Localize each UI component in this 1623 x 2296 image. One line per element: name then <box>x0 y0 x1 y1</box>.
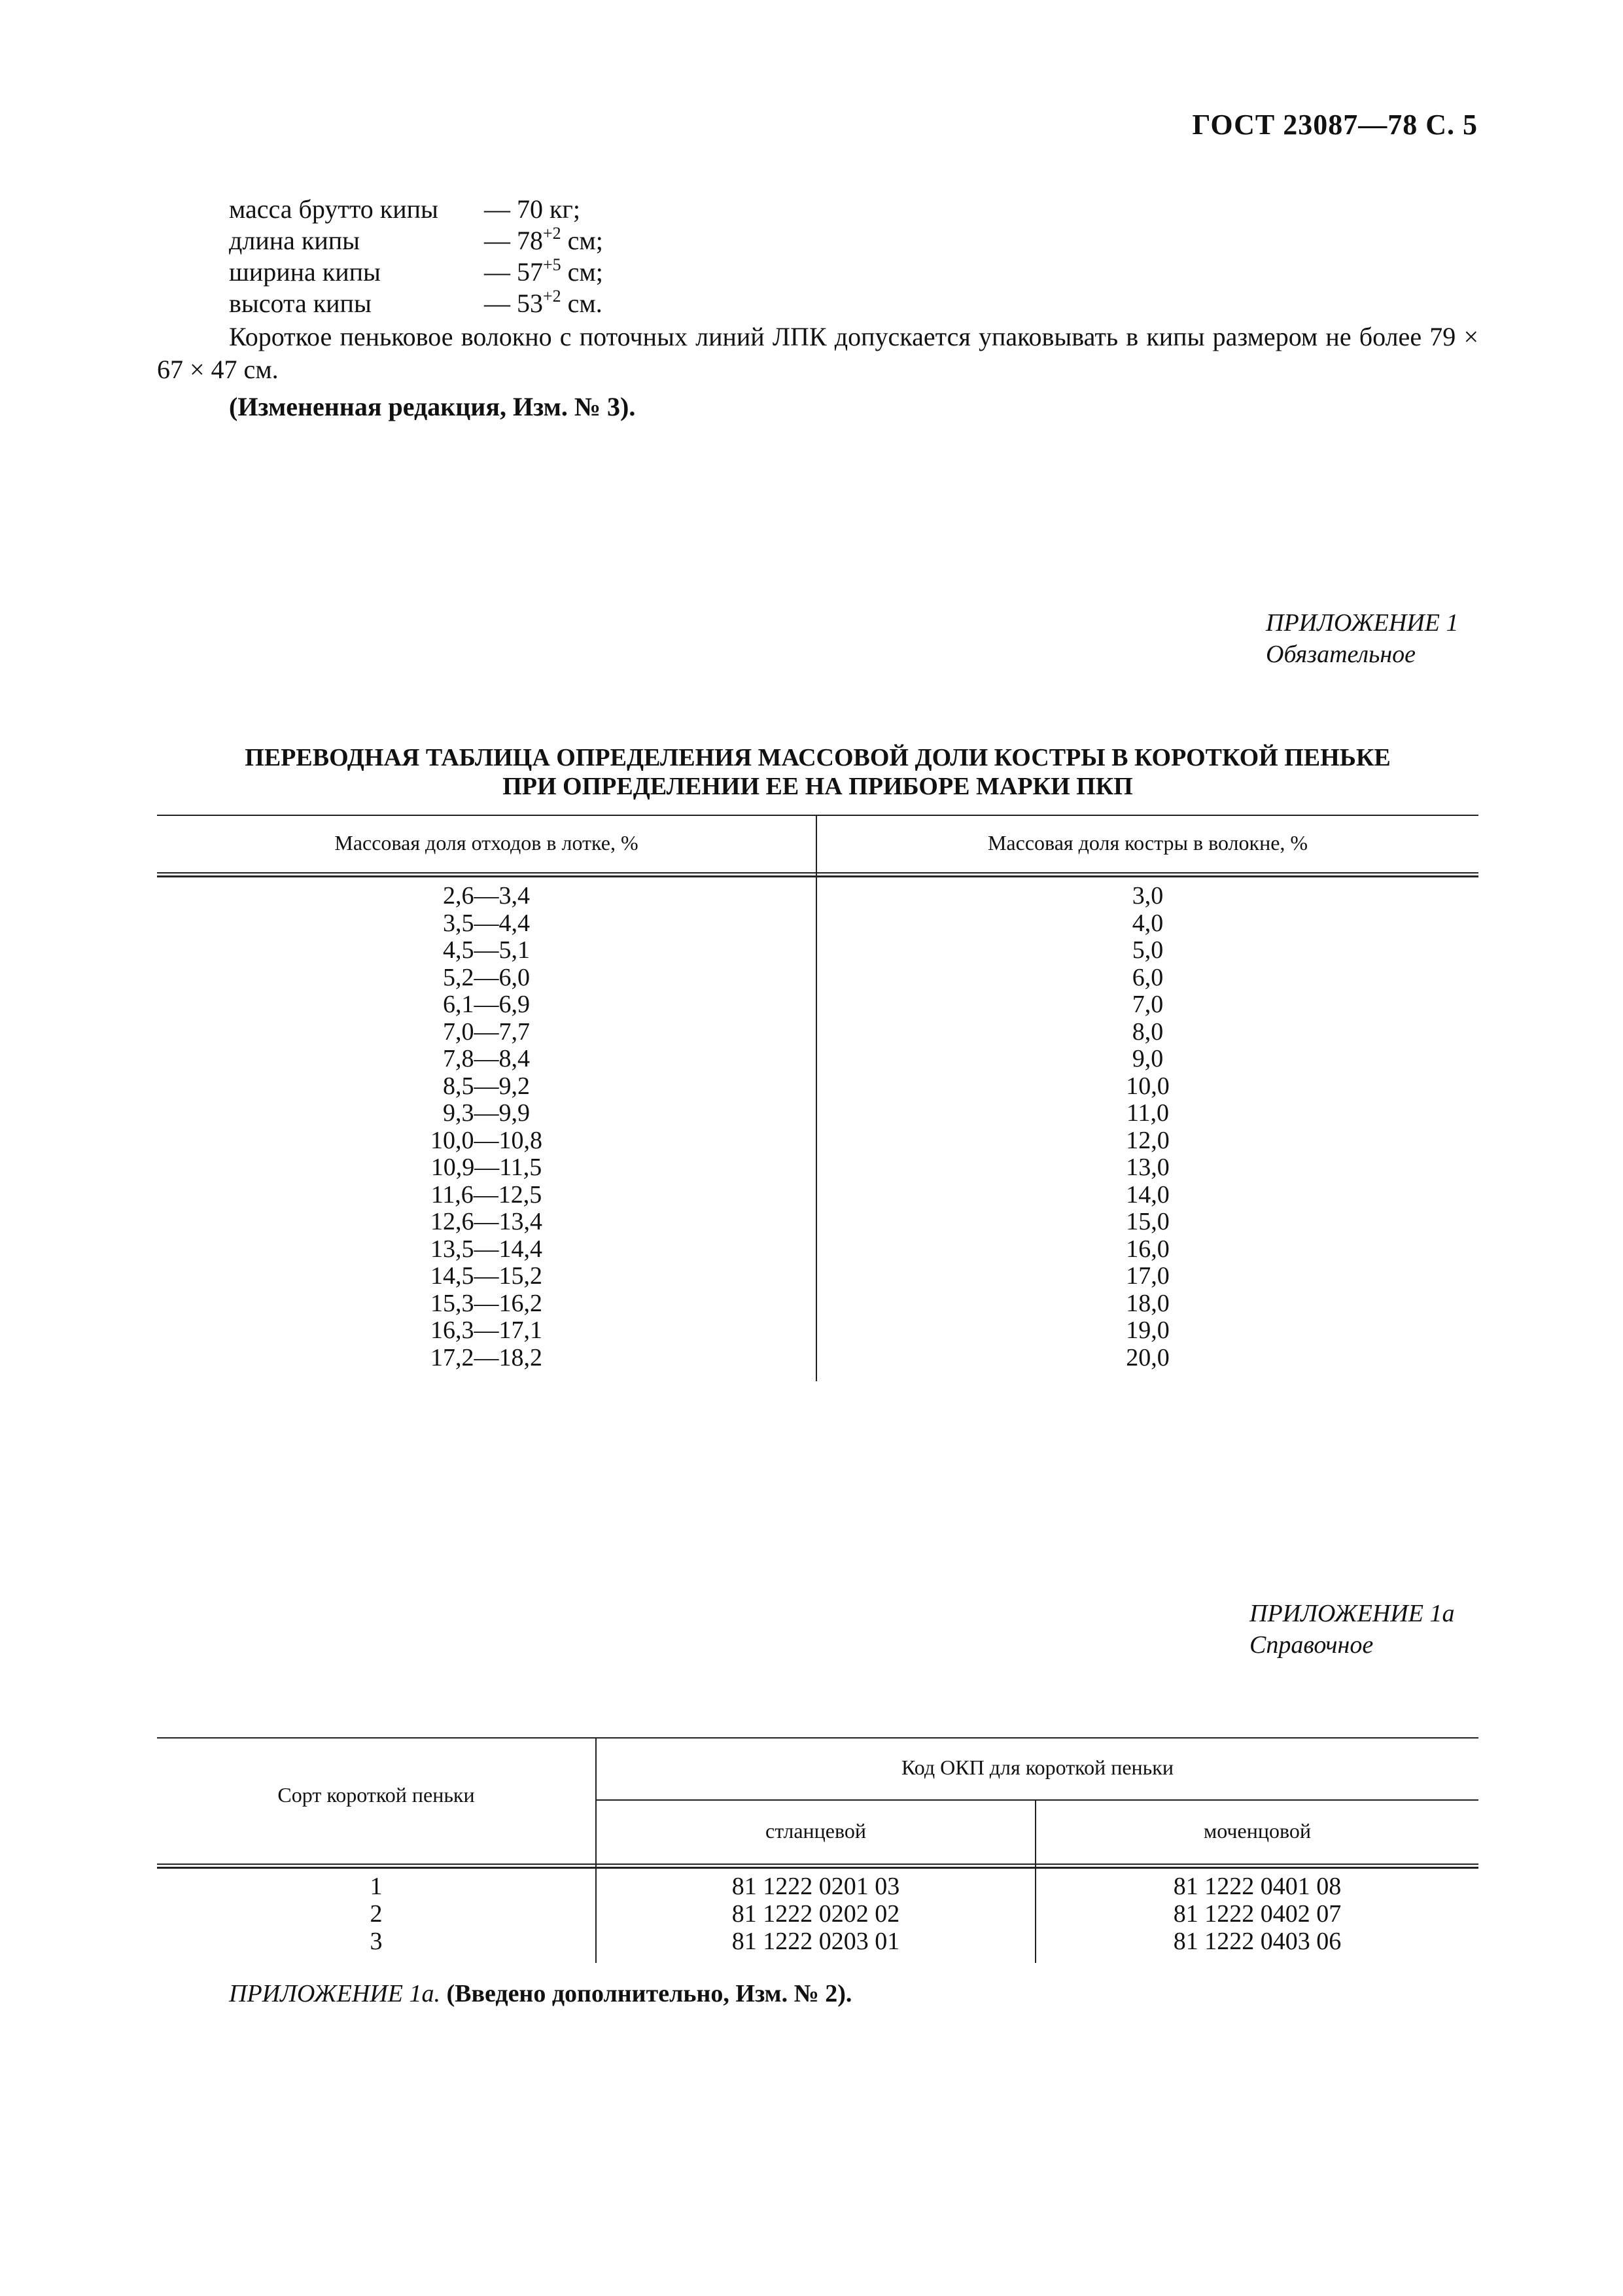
table-cell: 8,5—9,2 <box>443 1072 530 1100</box>
appendix1a-status: Справочное <box>1249 1631 1374 1659</box>
table1-top-border <box>157 815 1478 816</box>
table-cell: 9,3—9,9 <box>443 1099 530 1127</box>
table1-header-waste: Массовая доля отходов в лотке, % <box>334 831 638 855</box>
table2-header-grade: Сорт короткой пеньки <box>277 1783 475 1807</box>
table-cell: 13,0 <box>1126 1154 1170 1181</box>
table2-soaked-column <box>1036 1873 1478 1955</box>
table2-grade-column <box>157 1873 595 1955</box>
table-cell: 10,9—11,5 <box>430 1154 542 1181</box>
appendix1-title: ПРИЛОЖЕНИЕ 1 <box>1266 609 1459 637</box>
amendment-note: (Измененная редакция, Изм. № 3). <box>229 392 636 421</box>
appendix1-status: Обязательное <box>1266 641 1416 668</box>
table-cell: 17,2—18,2 <box>430 1343 542 1371</box>
table-cell: 16,0 <box>1126 1235 1170 1263</box>
table2-header-retted: стланцевой <box>765 1819 867 1843</box>
table-cell: 81 1222 0401 08 <box>1173 1873 1342 1900</box>
table-cell: 7,0 <box>1132 991 1164 1018</box>
table-cell: 15,3—16,2 <box>430 1289 542 1317</box>
table2-header-okp: Код ОКП для короткой пеньки <box>901 1756 1174 1779</box>
spec-length: длина кипы — $78^{+2}$ см; <box>229 224 603 255</box>
footnote-appendix-ref: ПРИЛОЖЕНИЕ 1а. <box>229 1980 440 2007</box>
table-cell: 81 1222 0202 02 <box>731 1900 900 1928</box>
table-cell: 2,6—3,4 <box>443 882 530 910</box>
table1-header-shive: Массовая доля костры в волокне, % <box>987 831 1308 855</box>
page-header: ГОСТ 23087—78 С. 5 <box>1192 109 1478 141</box>
table-cell: 10,0—10,8 <box>430 1126 542 1154</box>
table-cell: 14,5—15,2 <box>430 1262 542 1290</box>
table-cell: 17,0 <box>1126 1262 1170 1290</box>
table2-retted-column <box>597 1873 1035 1955</box>
table1-title-line2: ПРИ ОПРЕДЕЛЕНИИ ЕЕ НА ПРИБОРЕ МАРКИ ПКП <box>502 773 1133 800</box>
table1-shive-column <box>817 883 1478 1371</box>
packaging-paragraph: Короткое пеньковое волокно с поточных линий ЛПК допускается упаковывать в кипы размером не более 79 × 67 × 47 см. <box>157 322 1478 384</box>
spec-height: высота кипы — $53^{+2}$ см. <box>229 287 602 318</box>
appendix1a-footnote <box>229 1979 852 2008</box>
table-cell: 6,0 <box>1132 963 1164 991</box>
table-cell: 3,5—4,4 <box>443 909 530 937</box>
table-cell: 14,0 <box>1126 1180 1170 1209</box>
table-cell: 81 1222 0203 01 <box>731 1928 900 1955</box>
table2-header-soaked: моченцовой <box>1204 1819 1311 1843</box>
table-cell: 15,0 <box>1126 1208 1170 1235</box>
table-cell: 12,6—13,4 <box>430 1208 542 1235</box>
table-cell: 11,6—12,5 <box>430 1180 542 1209</box>
table1-header-border <box>157 872 1478 877</box>
table1-waste-column <box>157 883 816 1371</box>
table-cell: 8,0 <box>1132 1017 1164 1046</box>
table-cell: 18,0 <box>1126 1289 1170 1317</box>
table-cell: 3,0 <box>1132 882 1164 910</box>
table-cell: 5,2—6,0 <box>443 963 530 991</box>
table-cell: 2 <box>370 1900 383 1928</box>
table2-top-border <box>157 1737 1478 1739</box>
table-cell: 6,1—6,9 <box>443 991 530 1018</box>
table-cell: 3 <box>370 1928 383 1955</box>
appendix1a-title: ПРИЛОЖЕНИЕ 1а <box>1249 1600 1455 1627</box>
table-cell: 81 1222 0402 07 <box>1173 1900 1342 1928</box>
table-cell: 4,5—5,1 <box>443 936 530 964</box>
table-cell: 1 <box>370 1873 383 1900</box>
table-cell: 81 1222 0403 06 <box>1173 1928 1342 1955</box>
table-cell: 13,5—14,4 <box>430 1235 542 1263</box>
table-cell: 16,3—17,1 <box>430 1316 542 1344</box>
table2-header-border <box>157 1863 1478 1869</box>
spec-gross-weight: масса брутто кипы — 70 кг; <box>229 194 580 224</box>
table-cell: 81 1222 0201 03 <box>731 1873 900 1900</box>
table-cell: 10,0 <box>1126 1072 1170 1100</box>
table-cell: 5,0 <box>1132 936 1164 964</box>
table-cell: 9,0 <box>1132 1045 1164 1072</box>
table1-title-line1: ПЕРЕВОДНАЯ ТАБЛИЦА ОПРЕДЕЛЕНИЯ МАССОВОЙ ДОЛИ КОСТРЫ В КОРОТКОЙ ПЕНЬКЕ <box>245 744 1391 771</box>
footnote-amendment: (Введено дополнительно, Изм. № 2). <box>446 1980 852 2007</box>
table-cell: 20,0 <box>1126 1343 1170 1371</box>
table-cell: 7,8—8,4 <box>443 1045 530 1072</box>
table-cell: 19,0 <box>1126 1316 1170 1344</box>
table2-subheader-border <box>597 1799 1478 1801</box>
spec-width: ширина кипы — $57^{+5}$ см; <box>229 255 603 287</box>
table-cell: 11,0 <box>1126 1099 1170 1127</box>
table-cell: 4,0 <box>1132 909 1164 937</box>
table-cell: 12,0 <box>1126 1126 1170 1154</box>
table-cell: 7,0—7,7 <box>443 1017 530 1046</box>
